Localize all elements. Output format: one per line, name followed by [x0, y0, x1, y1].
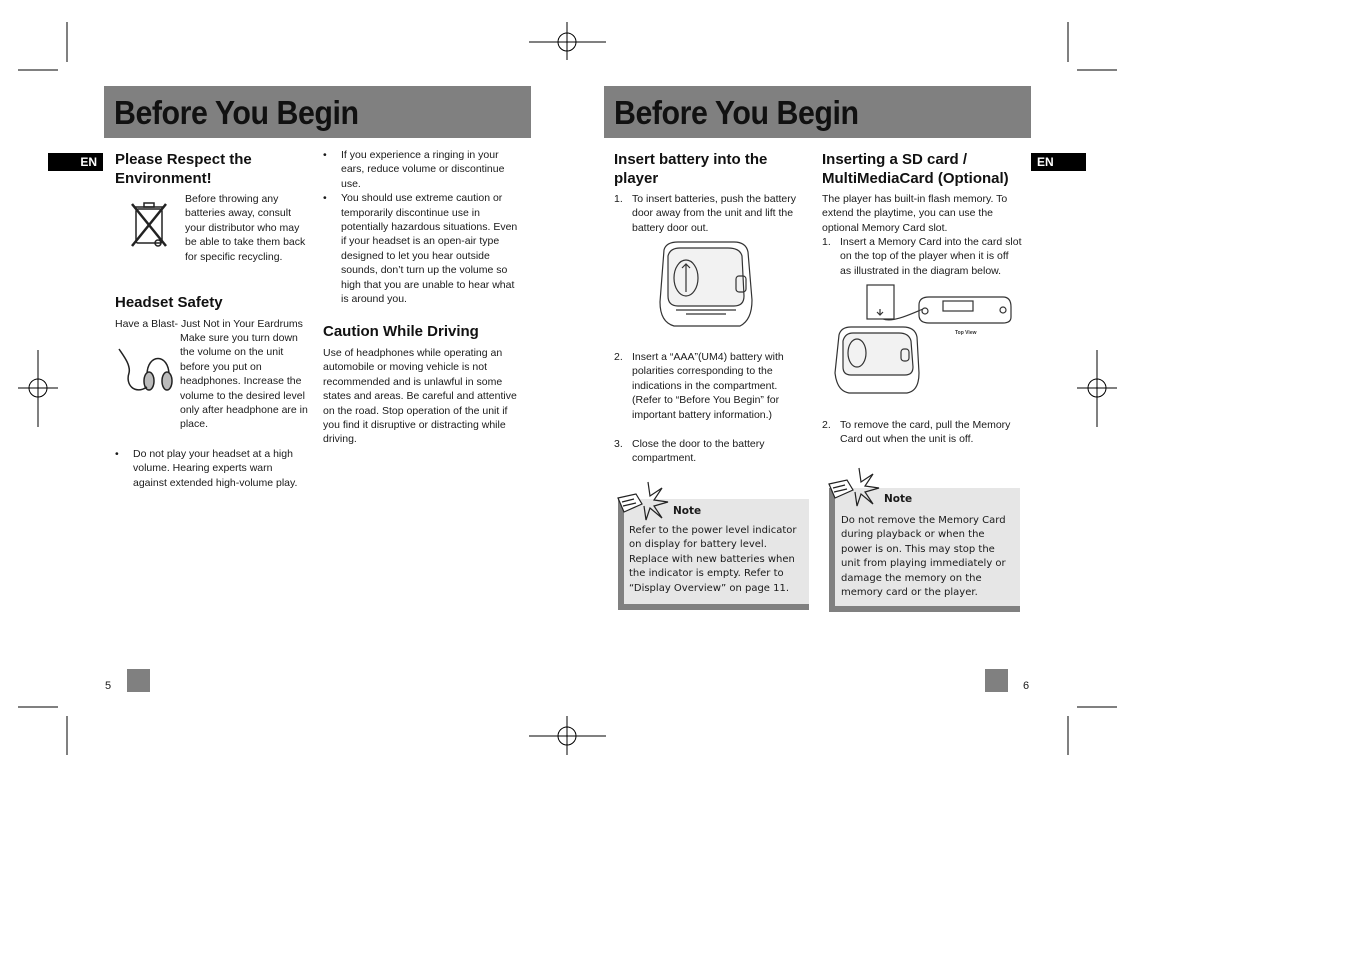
recycle-bin-icon — [130, 200, 170, 248]
headset-subheading: Have a Blast- Just Not in Your Eardrums — [115, 318, 303, 330]
sdcard-step-2 — [822, 418, 1022, 447]
list-item: • Do not play your headset at a high volume. Hearing experts warn against extended high-volume play. — [115, 447, 305, 490]
list-item: 2. Insert a “AAA”(UM4) battery with polarities corresponding to the indications in the compartment. (Refer to “Before You Begin” for important battery information.) — [614, 351, 784, 421]
note-label: Note — [884, 493, 913, 505]
environment-heading: Please Respect the Environment! — [115, 151, 252, 187]
battery-step-2 — [614, 350, 804, 422]
list-item: 1. Insert a Memory Card into the card slot on the top of the player when it is off as illustrated in the diagram below. — [822, 236, 1022, 277]
page-title: Before You Begin — [614, 94, 859, 131]
headset-text: Make sure you turn down the volume on the unit before you put on headphones. Increase the volume to the desired level only after headphone are in place. — [180, 332, 308, 431]
sdcard-intro: The player has built-in flash memory. To extend the playtime, you can use the optional Memory Card slot. — [822, 193, 1008, 234]
headset-heading: Headset Safety — [115, 294, 223, 311]
page-marker — [985, 669, 1008, 692]
battery-step-1 — [614, 192, 804, 235]
battery-step-3 — [614, 437, 804, 466]
battery-heading: Insert battery into the player — [614, 151, 768, 187]
page-number: 5 — [105, 680, 112, 692]
player-battery-illustration — [656, 240, 756, 332]
language-tab: EN — [1031, 153, 1086, 171]
list-item: 1. To insert batteries, push the battery door away from the unit and lift the battery door out. — [614, 193, 797, 234]
driving-text: Use of headphones while operating an automobile or moving vehicle is not recommended and is unlawful in some states and areas. Be careful and attentive on the road. Stop operation of the unit if you find it disruptive or distracting while driving. — [323, 347, 517, 446]
note-hand-icon — [825, 464, 883, 508]
headset-bullets — [115, 447, 305, 490]
language-tab: EN — [48, 153, 103, 171]
page-number: 6 — [1023, 680, 1030, 692]
sdcard-step-1 — [822, 235, 1022, 278]
safety-bullets — [323, 148, 519, 306]
headphones-icon — [117, 345, 175, 397]
environment-text: Before throwing any batteries away, consult your distributor who may be able to take them back for specific recycling. — [185, 193, 306, 263]
left-title-bar — [104, 86, 531, 138]
note-hand-icon — [614, 478, 672, 522]
list-item: 3. Close the door to the battery compartment. — [614, 438, 765, 465]
driving-heading: Caution While Driving — [323, 323, 479, 340]
page-marker — [127, 669, 150, 692]
page-title: Before You Begin — [114, 94, 359, 131]
sdcard-heading: Inserting a SD card / MultiMediaCard (Optional) — [822, 151, 1009, 187]
list-item: • If you experience a ringing in your ears, reduce volume or discontinue use. — [323, 148, 519, 191]
sdcard-illustration — [833, 283, 1013, 395]
note-label: Note — [673, 505, 702, 517]
battery-note-text: Refer to the power level indicator on display for battery level. Replace with new batteries when the indicator is empty. Refer to “Display Overview” on page 11. — [629, 525, 797, 594]
list-item: • You should use extreme caution or temporarily discontinue use in potentially hazardous situations. Even if your headset is an open-air type designed to let you hear outside sounds, don’t turn up the volume so high that you are unable to hear what is around you. — [323, 191, 519, 306]
sdcard-note-text: Do not remove the Memory Card during playback or when the power is on. This may stop the unit from playing immediately or damage the memory on the memory card or the player. — [841, 515, 1006, 599]
list-item: 2. To remove the card, pull the Memory Card out when the unit is off. — [822, 419, 1011, 446]
top-view-label: Top View — [955, 330, 977, 336]
right-title-bar — [604, 86, 1031, 138]
